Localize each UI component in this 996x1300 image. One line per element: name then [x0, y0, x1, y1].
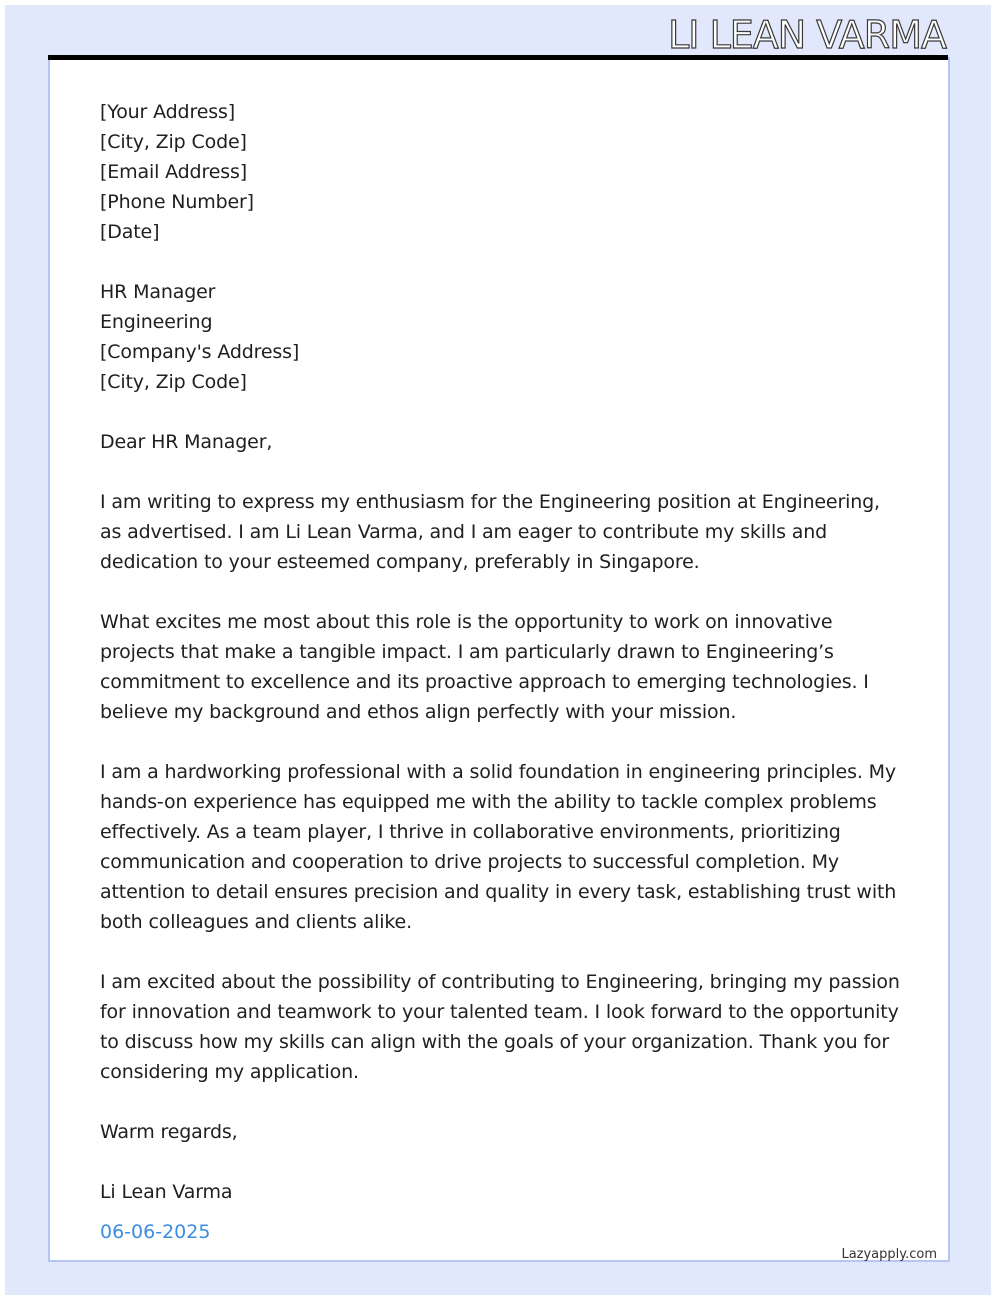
recipient-city-line: [City, Zip Code]: [100, 371, 247, 393]
sender-city-line: [City, Zip Code]: [100, 131, 247, 153]
paragraph-closing: I am excited about the possibility of contributing to Engineering, bringing my passion for innovation and teamwork to your talented team. I look forward to the opportunity to discuss how my skills can align with the goals of your organization. Thank you for considering my application.: [100, 971, 900, 1083]
applicant-name-heading: LI LEAN VARMA: [668, 13, 946, 57]
recipient-company-line: Engineering: [100, 311, 213, 333]
sender-phone-line: [Phone Number]: [100, 191, 254, 213]
paragraph-qualifications: I am a hardworking professional with a solid foundation in engineering principles. My hands-on experience has equipped me with the ability to tackle complex problems effectively. As a team player, I thrive in collaborative environments, prioritizing communication and cooperation to drive projects to successful completion. My attention to detail ensures precision and quality in every task, establishing trust with both colleagues and clients alike.: [100, 761, 897, 933]
salutation: Dear HR Manager,: [100, 431, 273, 453]
letter-date: 06-06-2025: [100, 1221, 211, 1243]
cover-letter-body: [100, 97, 900, 1207]
recipient-title-line: HR Manager: [100, 281, 216, 303]
paragraph-intro: I am writing to express my enthusiasm for the Engineering position at Engineering, as advertised. I am Li Lean Varma, and I am eager to contribute my skills and dedication to your esteemed company, preferably in Singapore.: [100, 491, 880, 573]
sender-address-line: [Your Address]: [100, 101, 235, 123]
closing-phrase: Warm regards,: [100, 1121, 238, 1143]
sender-address-block: [100, 97, 900, 247]
sender-date-line: [Date]: [100, 221, 160, 243]
recipient-address-line: [Company's Address]: [100, 341, 300, 363]
signature-name: Li Lean Varma: [100, 1181, 233, 1203]
paragraph-motivation: What excites me most about this role is the opportunity to work on innovative projects that make a tangible impact. I am particularly drawn to Engineering’s commitment to excellence and its proactive approach to emerging technologies. I believe my background and ethos align perfectly with your mission.: [100, 611, 869, 723]
footer-brand: Lazyapply.com: [841, 1247, 937, 1262]
sender-email-line: [Email Address]: [100, 161, 247, 183]
recipient-address-block: [100, 277, 900, 397]
